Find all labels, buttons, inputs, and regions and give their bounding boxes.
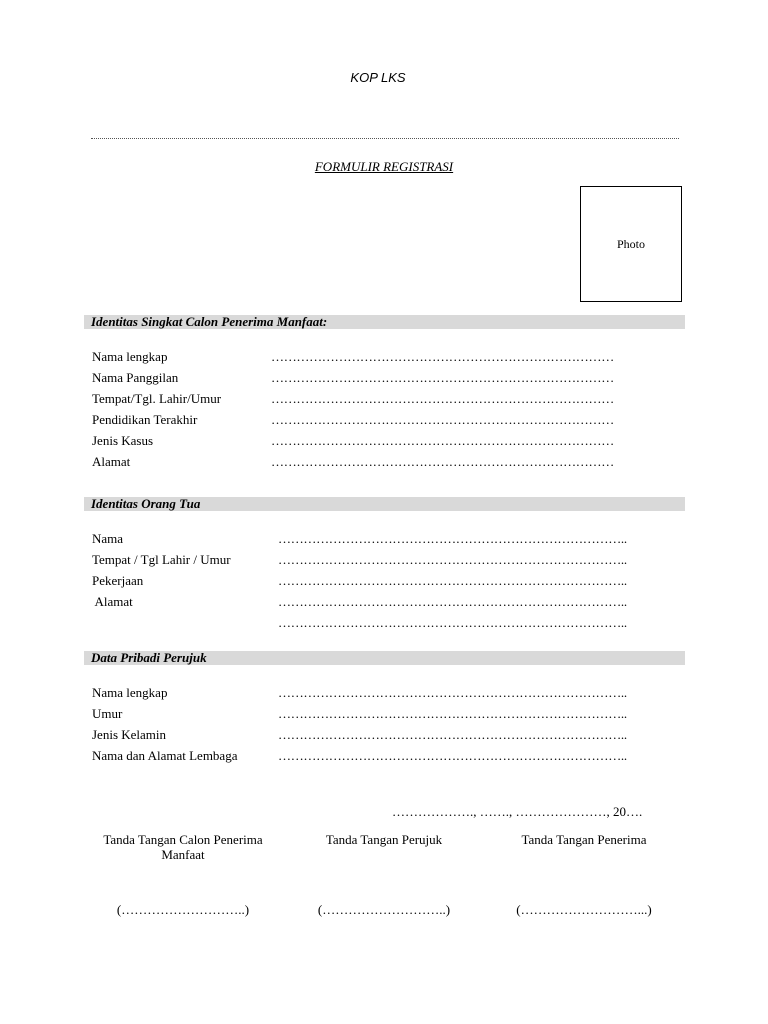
field-input-alamat-ortu-2[interactable]: ……………………………………………………………………….. [278, 615, 627, 630]
section-header-identitas-calon: Identitas Singkat Calon Penerima Manfaat: [84, 315, 685, 329]
signature-label-penerima: Tanda Tangan Penerima [521, 832, 647, 847]
field-label-tempat-tgl-lahir: Tempat/Tgl. Lahir/Umur [92, 391, 222, 406]
field-input-nama-panggilan[interactable]: ……………………………………………………………………… [271, 370, 614, 385]
field-label-nama-panggilan: Nama Panggilan [92, 370, 179, 385]
field-input-lembaga[interactable]: ……………………………………………………………………….. [278, 748, 627, 763]
field-input-nama-perujuk[interactable]: ……………………………………………………………………….. [278, 685, 627, 700]
field-label-ttl-ortu: Tempat / Tgl Lahir / Umur [92, 552, 231, 567]
field-input-nama-ortu[interactable]: ……………………………………………………………………….. [278, 531, 627, 546]
signature-line-penerima[interactable]: (………………………...) [516, 902, 652, 917]
field-label-nama-ortu: Nama [92, 531, 124, 546]
field-input-pekerjaan[interactable]: ……………………………………………………………………….. [278, 573, 627, 588]
field-input-tempat-tgl-lahir[interactable]: ……………………………………………………………………… [271, 391, 614, 406]
field-label-alamat: Alamat [92, 454, 131, 469]
field-input-jenis-kelamin[interactable]: ……………………………………………………………………….. [278, 727, 627, 742]
field-label-alamat-ortu: Alamat [92, 594, 133, 609]
signature-line-calon[interactable]: (………………………..) [116, 902, 250, 917]
field-label-lembaga: Nama dan Alamat Lembaga [92, 748, 238, 763]
field-label-nama-lengkap: Nama lengkap [92, 349, 168, 364]
form-title: FORMULIR REGISTRASI [314, 159, 454, 174]
letterhead-placeholder: KOP LKS [350, 70, 406, 85]
signature-line-perujuk[interactable]: (………………………..) [317, 902, 451, 917]
field-input-umur[interactable]: ……………………………………………………………………….. [278, 706, 627, 721]
signature-label-calon: Tanda Tangan Calon Penerima Manfaat [103, 832, 263, 862]
field-input-alamat-ortu[interactable]: ……………………………………………………………………….. [278, 594, 627, 609]
field-label-pendidikan: Pendidikan Terakhir [92, 412, 198, 427]
field-input-ttl-ortu[interactable]: ……………………………………………………………………….. [278, 552, 627, 567]
date-place-line[interactable]: ………………., ……., …………………, 20…. [392, 804, 643, 819]
field-input-jenis-kasus[interactable]: ……………………………………………………………………… [271, 433, 614, 448]
photo-box[interactable] [580, 186, 682, 302]
field-label-jenis-kelamin: Jenis Kelamin [92, 727, 167, 742]
section-header-perujuk: Data Pribadi Perujuk [84, 651, 685, 665]
section-header-orang-tua: Identitas Orang Tua [84, 497, 685, 511]
field-label-pekerjaan: Pekerjaan [92, 573, 144, 588]
field-input-nama-lengkap[interactable]: ……………………………………………………………………… [271, 349, 614, 364]
field-input-alamat[interactable]: ……………………………………………………………………… [271, 454, 614, 469]
field-input-pendidikan[interactable]: ……………………………………………………………………… [271, 412, 614, 427]
field-label-jenis-kasus: Jenis Kasus [92, 433, 154, 448]
signature-label-perujuk: Tanda Tangan Perujuk [325, 832, 443, 847]
header-divider [91, 138, 679, 139]
field-label-nama-perujuk: Nama lengkap [92, 685, 168, 700]
photo-label: Photo [616, 236, 645, 251]
field-label-umur: Umur [92, 706, 123, 721]
